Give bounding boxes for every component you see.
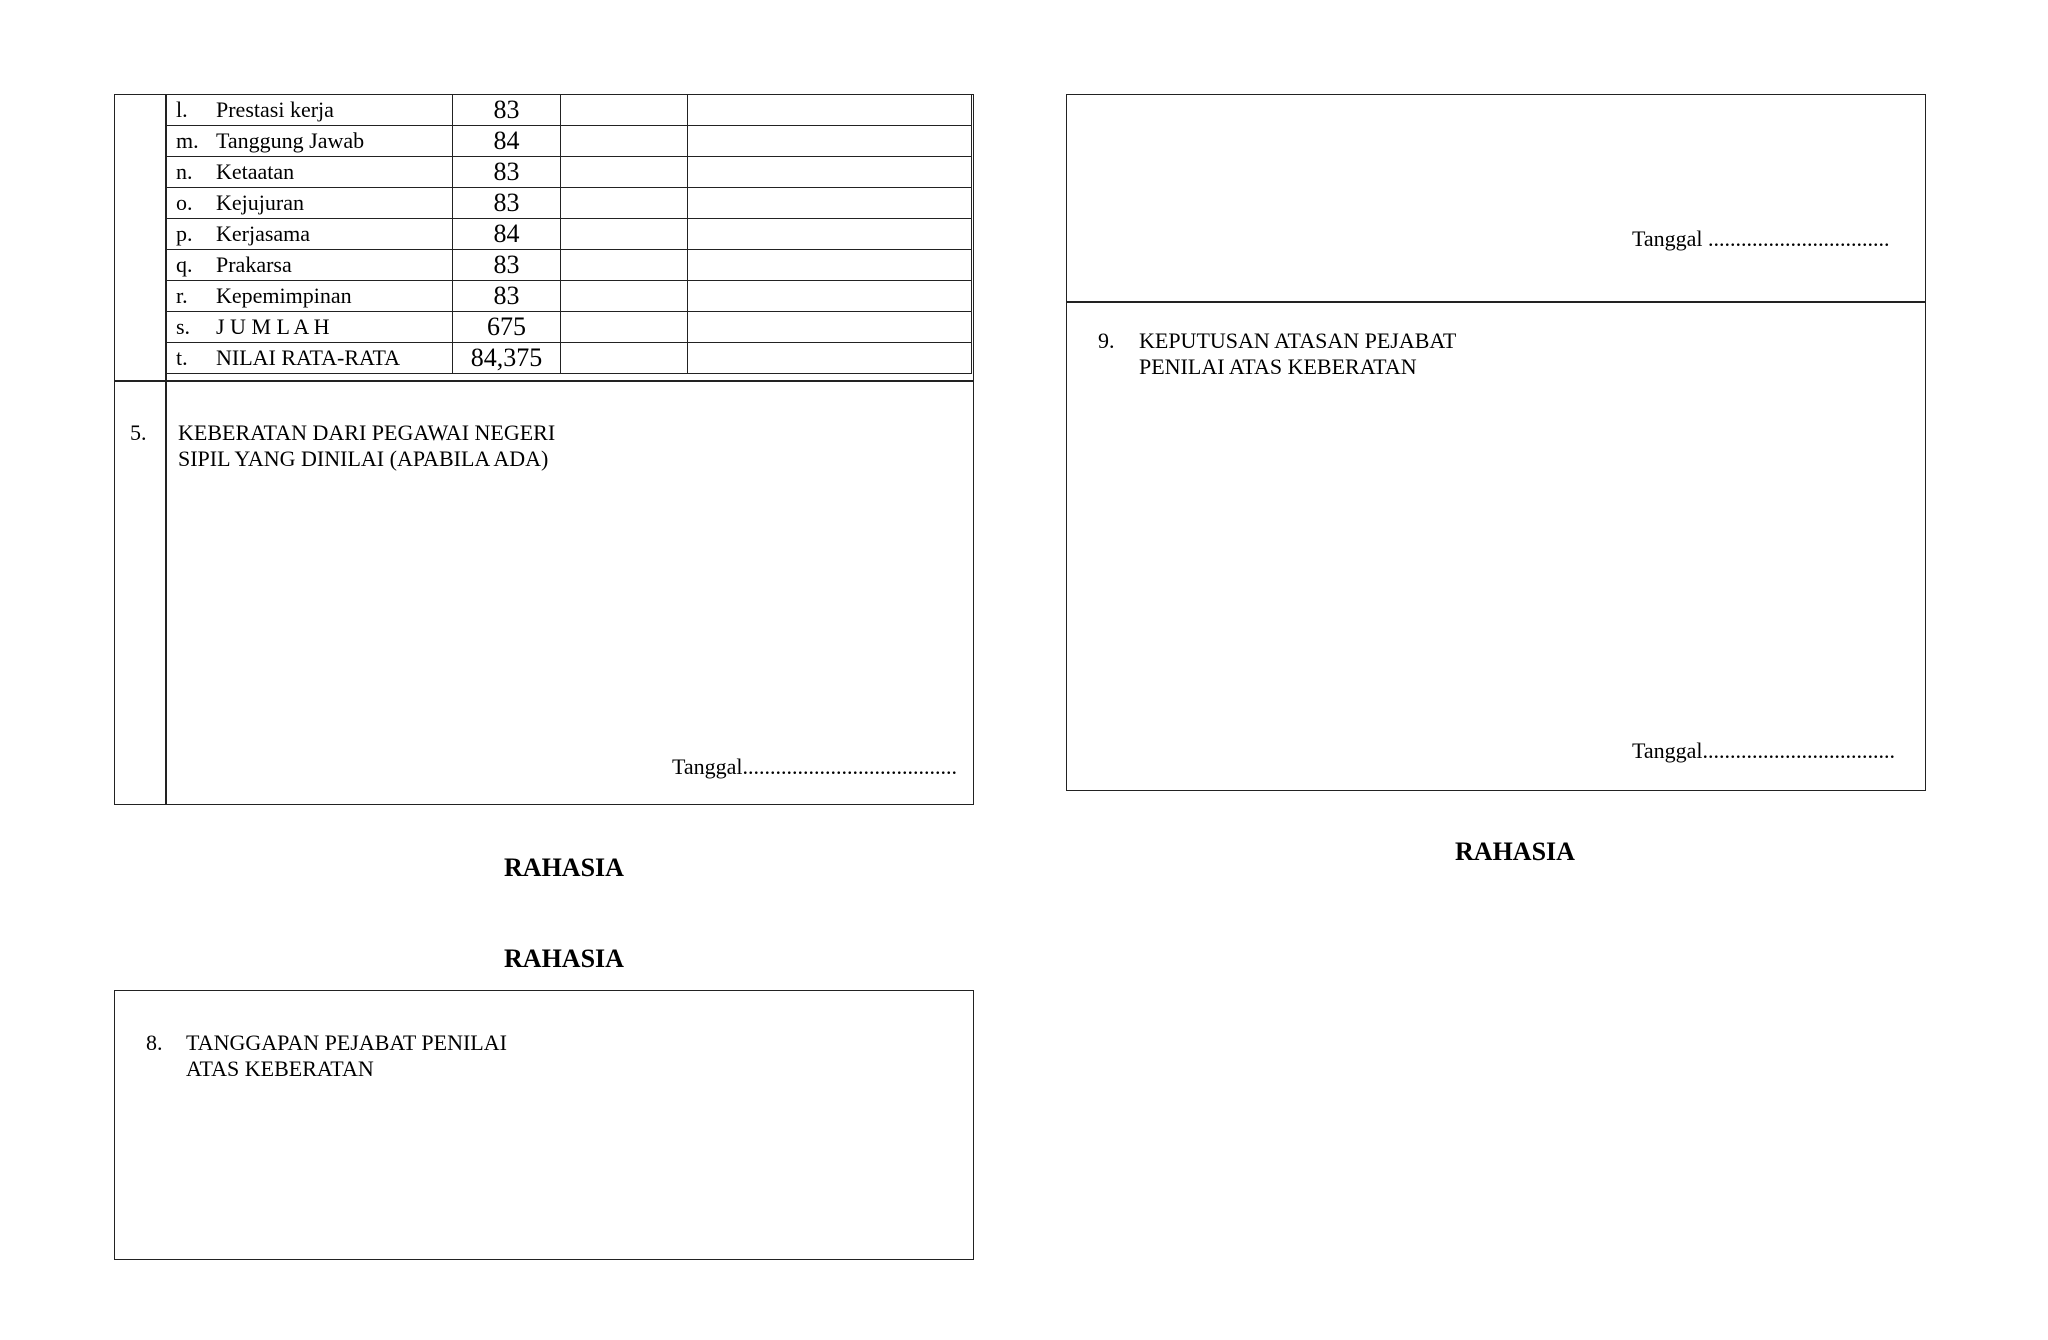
table-row: m. Tanggung Jawab 84	[166, 126, 972, 157]
score-average-label: NILAI RATA-RATA	[216, 345, 401, 370]
section5-number: 5.	[130, 420, 147, 445]
score-table-bottom-divider	[114, 380, 974, 382]
section5-title-line2: SIPIL YANG DINILAI (APABILA ADA)	[178, 446, 549, 471]
empty-cell	[561, 343, 688, 374]
section9-date-field: Tanggal...................................	[1632, 738, 1896, 763]
section8-title-line1: TANGGAPAN PEJABAT PENILAI	[186, 1030, 507, 1055]
score-label: Prakarsa	[216, 252, 292, 277]
section5-date-field: Tanggal.......................................	[672, 754, 958, 779]
empty-cell	[561, 281, 688, 312]
empty-cell	[561, 95, 688, 126]
section9-title-line1: KEPUTUSAN ATASAN PEJABAT	[1139, 328, 1457, 353]
score-value: 83	[453, 281, 561, 312]
table-row: s. J U M L A H 675	[166, 312, 972, 343]
empty-cell	[688, 281, 972, 312]
empty-cell	[561, 188, 688, 219]
confidential-heading: RAHASIA	[1455, 837, 1575, 866]
empty-cell	[688, 188, 972, 219]
table-row: n. Ketaatan 83	[166, 157, 972, 188]
section5-title-line1: KEBERATAN DARI PEGAWAI NEGERI	[178, 420, 556, 445]
confidential-heading: RAHASIA	[504, 944, 624, 973]
table-row: p. Kerjasama 84	[166, 219, 972, 250]
empty-cell	[688, 312, 972, 343]
score-label: Prestasi kerja	[216, 97, 334, 122]
empty-cell	[561, 312, 688, 343]
section9-number: 9.	[1098, 328, 1115, 353]
empty-cell	[561, 250, 688, 281]
score-value: 83	[453, 157, 561, 188]
score-value: 84	[453, 219, 561, 250]
score-label: Kejujuran	[216, 190, 304, 215]
score-label: Tanggung Jawab	[216, 128, 365, 153]
empty-cell	[688, 157, 972, 188]
empty-cell	[688, 250, 972, 281]
right-form-frame	[1066, 94, 1926, 791]
table-row: r. Kepemimpinan 83	[166, 281, 972, 312]
empty-cell	[688, 126, 972, 157]
section8-title-line2: ATAS KEBERATAN	[186, 1056, 374, 1081]
section8-number: 8.	[146, 1030, 163, 1055]
table-row: o. Kejujuran 83	[166, 188, 972, 219]
score-label: Kerjasama	[216, 221, 311, 246]
table-row: l. Prestasi kerja 83	[166, 95, 972, 126]
score-total-value: 675	[453, 312, 561, 343]
empty-cell	[561, 157, 688, 188]
empty-cell	[561, 126, 688, 157]
right-panel-divider	[1066, 301, 1926, 303]
score-total-label: J U M L A H	[216, 314, 330, 339]
table-row: q. Prakarsa 83	[166, 250, 972, 281]
score-value: 83	[453, 250, 561, 281]
confidential-heading: RAHASIA	[504, 853, 624, 882]
score-value: 84	[453, 126, 561, 157]
score-label: Ketaatan	[216, 159, 295, 184]
score-table	[165, 94, 972, 374]
score-value: 83	[453, 188, 561, 219]
empty-cell	[688, 343, 972, 374]
empty-cell	[688, 95, 972, 126]
empty-cell	[688, 219, 972, 250]
empty-cell	[561, 219, 688, 250]
score-label: Kepemimpinan	[216, 283, 352, 308]
section9-title-line2: PENILAI ATAS KEBERATAN	[1139, 354, 1417, 379]
score-value: 83	[453, 95, 561, 126]
table-row: t. NILAI RATA-RATA 84,375	[166, 343, 972, 374]
score-average-value: 84,375	[453, 343, 561, 374]
right-top-date-field: Tanggal .................................	[1632, 226, 1890, 251]
